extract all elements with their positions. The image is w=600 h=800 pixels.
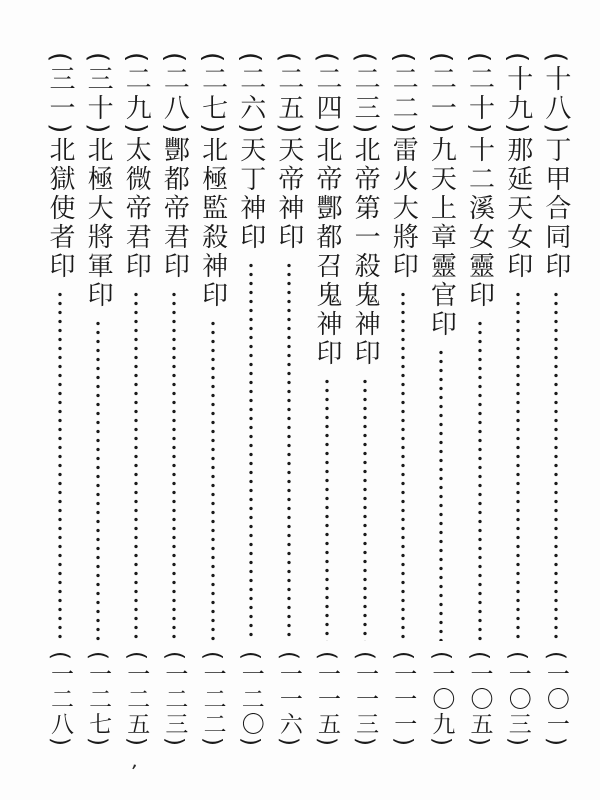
dotted-leader (554, 290, 558, 641)
dotted-leader (478, 319, 482, 641)
entry-page-number: (一一五) (313, 651, 340, 748)
entry-title: 酆都帝君印 (159, 136, 190, 282)
entry-page-number: (一二五) (123, 651, 150, 748)
toc-entry (44, 52, 76, 748)
entry-heading (425, 52, 457, 339)
toc-entry (235, 52, 267, 748)
entry-number: (二十) (464, 52, 495, 137)
entry-heading (82, 52, 114, 310)
entry-page-number: (一二〇) (237, 651, 264, 748)
entry-title: 丁甲合同印 (540, 136, 571, 282)
entry-number: (三一) (45, 52, 75, 137)
entry-page-number: (一二三) (161, 651, 188, 748)
entry-page-number: (一二二) (199, 651, 226, 748)
entry-page-number: (一〇一) (542, 651, 569, 748)
entry-title: 天丁神印 (235, 136, 266, 253)
entry-number: (二九) (121, 52, 152, 137)
entry-page-number: (一〇九) (428, 651, 455, 748)
dotted-leader (172, 290, 176, 641)
entry-heading (158, 52, 190, 281)
dotted-leader (249, 261, 253, 641)
entry-number: (二四) (311, 52, 342, 137)
toc-entry (540, 52, 572, 748)
entry-number: (十九) (502, 52, 533, 137)
entry-title: 雷火大將印 (388, 136, 419, 282)
entry-page-number: (一一一) (390, 651, 417, 748)
toc-entry (349, 52, 381, 748)
dotted-leader (58, 290, 62, 641)
entry-page-number: (一一三) (352, 651, 379, 748)
entry-title: 北帝酆都召鬼神印 (311, 136, 342, 369)
entry-page-number: (一二七) (85, 651, 112, 748)
entry-number: (三十) (83, 52, 114, 137)
toc-entry (387, 52, 419, 748)
toc-entry (158, 52, 190, 748)
toc-entry (311, 52, 343, 748)
toc-entry (82, 52, 114, 748)
entry-heading (387, 52, 419, 281)
entry-title: 北極監殺神印 (197, 136, 228, 311)
toc-entry (120, 52, 152, 748)
entry-number: (二八) (159, 52, 190, 137)
entry-number: (二六) (235, 52, 266, 137)
entry-title: 北帝第一殺鬼神印 (350, 136, 381, 369)
entry-page-number: (一一六) (275, 651, 302, 748)
entry-number: (二七) (197, 52, 228, 137)
entry-page-number: (一二八) (47, 651, 73, 748)
toc-entry (273, 52, 305, 748)
entry-heading (502, 52, 534, 281)
entry-heading (311, 52, 343, 368)
entry-number: (十八) (540, 52, 571, 137)
dotted-leader (401, 290, 405, 641)
dotted-leader (134, 290, 138, 641)
entry-heading (464, 52, 496, 310)
entry-title: 那延天女印 (502, 136, 533, 282)
entry-title: 北極大將軍印 (83, 136, 114, 311)
entry-number: (二二) (388, 52, 419, 137)
toc-entry (464, 52, 496, 748)
entry-heading (235, 52, 267, 252)
dotted-leader (363, 377, 367, 641)
dotted-leader (287, 261, 291, 641)
stray-print-mark: ’ (127, 759, 139, 785)
toc-entry (197, 52, 229, 748)
entry-title: 天帝神印 (273, 136, 304, 253)
entry-number: (二五) (273, 52, 304, 137)
entry-title: 北獄使者印 (45, 136, 75, 282)
dotted-leader (516, 290, 520, 641)
entry-number: (二三) (350, 52, 381, 137)
entry-number: (二一) (426, 52, 457, 137)
dotted-leader (211, 319, 215, 641)
entry-title: 九天上章靈官印 (426, 136, 457, 340)
entry-heading (197, 52, 229, 310)
toc-entry (502, 52, 534, 748)
dotted-leader (325, 377, 329, 641)
entry-heading (349, 52, 381, 368)
entry-heading (540, 52, 572, 281)
entry-page-number: (一〇三) (504, 651, 531, 748)
toc-columns (44, 52, 572, 748)
entry-title: 十二溪女靈印 (464, 136, 495, 311)
dotted-leader (96, 319, 100, 641)
toc-entry (425, 52, 457, 748)
dotted-leader (439, 348, 443, 641)
entry-heading (120, 52, 152, 281)
entry-page-number: (一〇五) (466, 651, 493, 748)
entry-heading (44, 52, 76, 281)
entry-title: 太微帝君印 (121, 136, 152, 282)
entry-heading (273, 52, 305, 252)
